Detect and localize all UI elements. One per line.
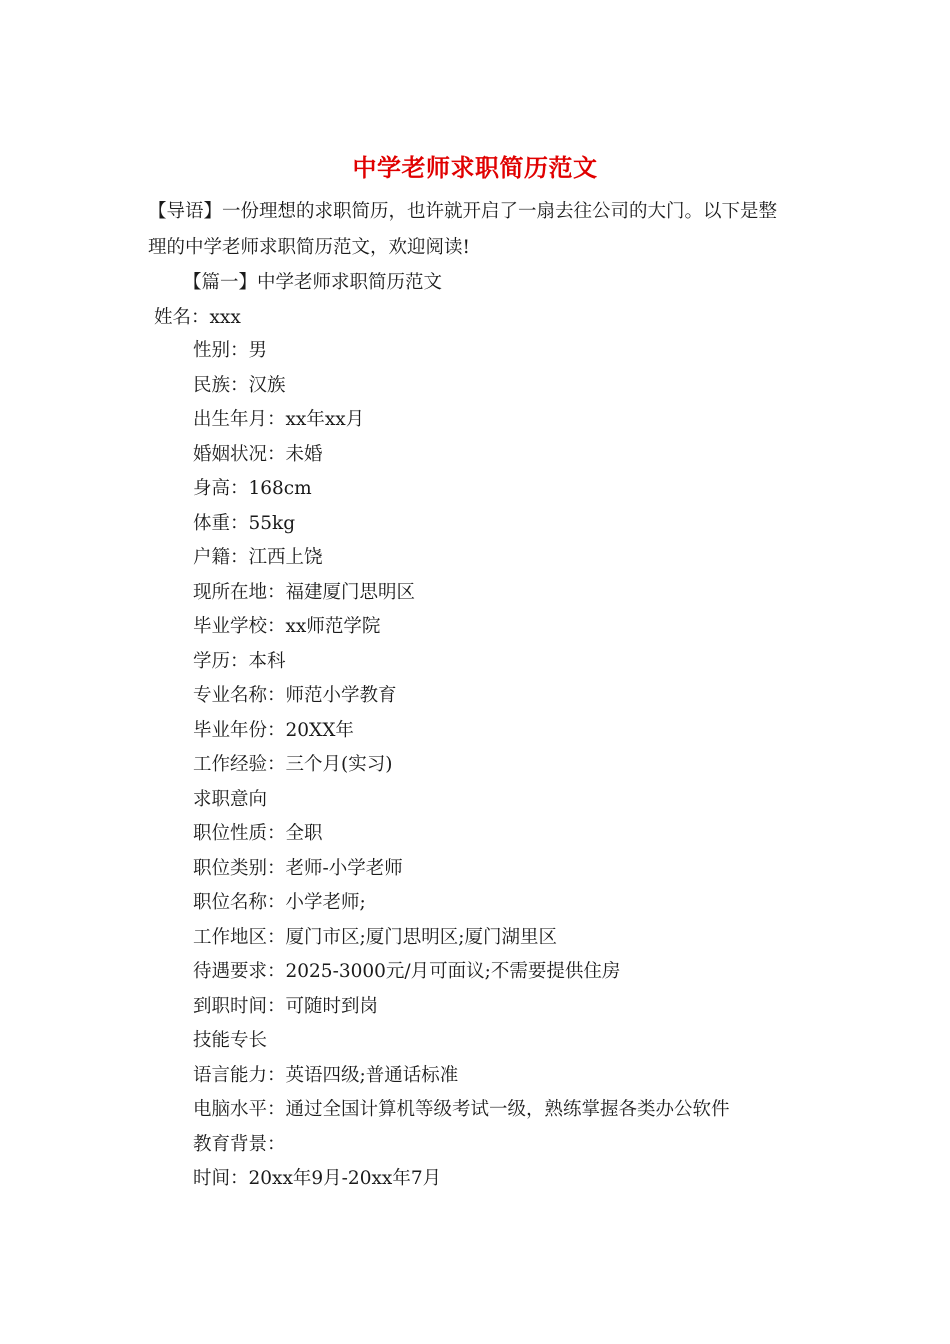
graduation-year-field: 毕业年份：20XX年	[193, 719, 354, 741]
position-type-field: 职位性质：全职	[193, 823, 323, 844]
height-field: 身高：168cm	[193, 478, 312, 499]
salary-requirement-field: 待遇要求：2025-3000元/月可面议;不需要提供住房	[193, 961, 621, 982]
intro-paragraph	[148, 194, 808, 266]
document-title: 中学老师求职简历范文	[352, 153, 598, 182]
major-field: 专业名称：师范小学教育	[193, 685, 397, 706]
position-category-field: 职位类别：老师-小学老师	[193, 857, 403, 879]
resume-fields	[193, 334, 730, 1197]
education-level-field: 学历：本科	[193, 650, 286, 672]
name-field: 姓名：xxx	[154, 307, 241, 328]
weight-field: 体重：55kg	[193, 512, 296, 534]
language-ability-field: 语言能力：英语四级;普通话标准	[193, 1064, 459, 1086]
skills-heading: 技能专长	[193, 1030, 268, 1051]
intro-line-1: 【导语】一份理想的求职简历，也许就开启了一扇去往公司的大门。以下是整	[148, 201, 778, 222]
section-heading: 【篇一】中学老师求职简历范文	[183, 272, 443, 293]
current-location-field: 现所在地：福建厦门思明区	[193, 581, 416, 603]
education-time-field: 时间：20xx年9月-20xx年7月	[193, 1168, 442, 1189]
gender-field: 性别：男	[193, 340, 268, 361]
computer-skill-field: 电脑水平：通过全国计算机等级考试一级，熟练掌握各类办公软件	[193, 1099, 730, 1120]
intro-line-2: 理的中学老师求职简历范文，欢迎阅读!	[148, 237, 470, 258]
marital-status-field: 婚姻状况：未婚	[193, 443, 323, 465]
education-background-heading: 教育背景：	[193, 1133, 286, 1155]
position-name-field: 职位名称：小学老师;	[193, 892, 366, 913]
work-area-field: 工作地区：厦门市区;厦门思明区;厦门湖里区	[193, 926, 557, 948]
job-intention-heading: 求职意向	[193, 788, 268, 810]
ethnicity-field: 民族：汉族	[193, 374, 286, 396]
household-registration-field: 户籍：江西上饶	[193, 547, 323, 568]
start-time-field: 到职时间：可随时到岗	[193, 995, 379, 1017]
work-experience-field: 工作经验：三个月(实习)	[193, 754, 393, 775]
graduate-school-field: 毕业学校：xx师范学院	[193, 616, 381, 637]
birth-date-field: 出生年月：xx年xx月	[193, 409, 365, 430]
